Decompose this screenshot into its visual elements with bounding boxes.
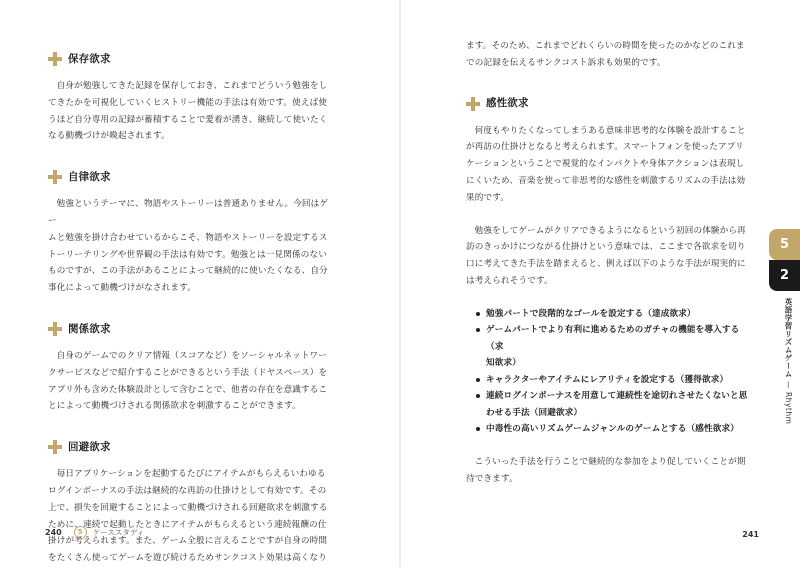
section-gap <box>48 145 336 168</box>
paragraph <box>466 38 756 72</box>
bullet-item <box>466 322 756 372</box>
paragraph-line: にくいため、音楽を使って非思考的な感性を刺激するリズムの手法は効 <box>466 175 746 186</box>
bullet-item <box>466 306 756 323</box>
paragraph-line: なる動機づけが喚起されます。 <box>48 131 170 142</box>
paragraph-line: 毎日アプリケーションを起動するたびにアイテムがもらえるいわゆる <box>56 469 326 480</box>
section-heading <box>466 95 756 113</box>
paragraph <box>48 196 336 297</box>
bullet-dot-icon <box>476 312 480 316</box>
paragraph-line: ムと勉強を掛け合わせているからこそ、物語やストーリーを設定するス <box>48 232 328 243</box>
paragraph <box>466 223 756 290</box>
paragraph-line: 待できます。 <box>466 473 518 484</box>
paragraph-line: ケーションということで視覚的なインパクトや身体アクションは表現し <box>466 159 745 170</box>
plus-icon <box>466 97 480 111</box>
paragraph-line: 上で、損失を回避することによって動機づけされる回避欲求を刺激する <box>48 502 328 513</box>
bullet-item <box>466 372 756 389</box>
bullet-text-line: ゲームパートでより有利に進めるためのガチャの機能を導入する（求 <box>486 325 740 352</box>
section-heading-text: 関係欲求 <box>68 322 111 335</box>
bullet-item <box>466 388 756 421</box>
bullet-dot-icon <box>476 328 480 332</box>
paragraph-line: てきたかを可視化していくヒストリー機能の手法は有効です。使えば使 <box>48 97 328 108</box>
page-number-left: 240 <box>45 528 62 537</box>
paragraph-line: ために、連続で起動したときにアイテムがもらえるという連続報酬の仕 <box>48 519 327 530</box>
paragraph-line: 勉強というテーマに、物語やストーリーは普通ありません。今回はゲー <box>48 199 329 226</box>
paragraph-line: こういった手法を行うことで継続的な参加をより促していくことが期 <box>474 456 746 467</box>
paragraph-gap <box>466 207 756 223</box>
section-heading-text: 回避欲求 <box>68 440 111 453</box>
paragraph-line: トーリーテリングや世界観の手法は有効です。勉強とは一見関係のない <box>48 249 327 260</box>
paragraph-line: は考えられそうです。 <box>466 275 553 286</box>
section-gap <box>48 297 336 320</box>
paragraph <box>466 454 756 488</box>
running-title-separator: — <box>784 381 793 389</box>
paragraph-line: アプリ外も含めた体験設計として含むことで、他者の存在を意識するこ <box>48 384 328 395</box>
bullet-text-line: 勉強パートで段階的なゴールを設定する（達成欲求） <box>486 308 696 319</box>
paragraph-line: とによって動機づけされる関係欲求を刺激することができます。 <box>48 401 301 412</box>
section-heading-text: 感性欲求 <box>486 97 529 110</box>
bullet-text-line: 連続ログインボーナスを用意して連続性を途切れさせたくないと思 <box>486 391 748 402</box>
paragraph-line: 何度もやりたくなってしまうある意味非思考的な体験を設計すること <box>474 125 746 136</box>
bullet-text-line: わせる手法（回避欲求） <box>486 407 583 418</box>
section-heading-text: 保存欲求 <box>68 52 111 65</box>
left-folio <box>45 526 144 539</box>
bullet-dot-icon <box>476 394 480 398</box>
paragraph-gap <box>466 290 756 306</box>
plus-icon <box>48 170 62 184</box>
paragraph-line: 自身のゲームでのクリア情報（スコアなど）をソーシャルネットワー <box>56 350 328 361</box>
section-heading <box>48 320 336 338</box>
paragraph-line: うほど自分専用の記録が蓄積することで愛着が湧き、継続して使いたく <box>48 114 328 125</box>
plus-icon <box>48 322 62 336</box>
page-number-right: 241 <box>742 530 759 539</box>
chapter-tab[interactable]: 5 <box>769 229 800 260</box>
plus-icon <box>48 440 62 454</box>
paragraph-line: 自身が勉強してきた記録を保存しておき、これまでどういう勉強をし <box>56 81 328 91</box>
chapter-label: ケーススタディ <box>92 528 145 537</box>
paragraph-line: 事化によって動機づけがなされます。 <box>48 283 196 294</box>
paragraph-line: 勉強をしてゲームがクリアできるようになるという初回の体験から再 <box>474 225 746 236</box>
paragraph-line: ログインボーナスの手法は継続的な再訪の仕掛けとして有効です。その <box>48 485 327 496</box>
section-tab[interactable]: 2 <box>769 260 800 291</box>
section-heading-text: 自律欲求 <box>68 170 111 183</box>
right-column <box>466 38 756 487</box>
section-heading <box>48 438 336 456</box>
paragraph-gap <box>466 438 756 454</box>
paragraph-line: 口に考えてきた手法を踏まえると、例えば以下のような手法が現実的に <box>466 259 746 270</box>
bullet-dot-icon <box>476 378 480 382</box>
bullet-text-line: キャラクターやアイテムにレアリティを設定する（獲得欲求） <box>486 374 729 385</box>
chapter-number-icon: 5 <box>74 526 87 539</box>
paragraph-line: ます。そのため、これまでどれくらいの時間を使ったのかなどのこれま <box>466 41 745 51</box>
bullet-dot-icon <box>476 427 480 431</box>
paragraph-line: 果的です。 <box>466 192 510 203</box>
running-title-ja: 英語学習リズムゲーム <box>784 298 793 378</box>
bullet-item <box>466 421 756 438</box>
running-title-en: Rhythm <box>784 392 793 425</box>
paragraph-line: が再訪の仕掛けとなると考えられます。スマートフォンを使ったアプリ <box>466 142 744 153</box>
section-heading <box>48 50 336 68</box>
section-gap <box>466 72 756 95</box>
paragraph-line: をたくさん使ってゲームを遊び続けるためサンクコスト効果は高くなり <box>48 553 328 564</box>
paragraph-line: 訪のきっかけにつながる仕掛けという意味では、ここまで各欲求を切り <box>466 242 746 253</box>
paragraph <box>48 78 336 145</box>
bullet-list <box>466 306 756 438</box>
paragraph-line: クサービスなどで紹介することができるという手法（ドヤスペース）を <box>48 367 328 378</box>
paragraph <box>48 466 336 567</box>
paragraph <box>48 348 336 415</box>
paragraph-line: 掛けが考えられます。また、ゲーム全般に言えることですが自身の時間 <box>48 536 328 547</box>
plus-icon <box>48 52 62 66</box>
paragraph <box>466 123 756 207</box>
bullet-text-line: 知欲求） <box>486 358 521 369</box>
section-gap <box>48 415 336 438</box>
bullet-text-line: 中毒性の高いリズムゲームジャンルのゲームとする（感性欲求） <box>486 424 740 435</box>
paragraph-line: ものですが、この手法があることによって継続的に使いたくなる、自分 <box>48 266 328 277</box>
left-column <box>48 50 336 567</box>
running-title <box>783 298 794 424</box>
paragraph-line: での記録を伝えるサンクコスト訴求も効果的です。 <box>466 57 666 68</box>
section-heading <box>48 168 336 186</box>
